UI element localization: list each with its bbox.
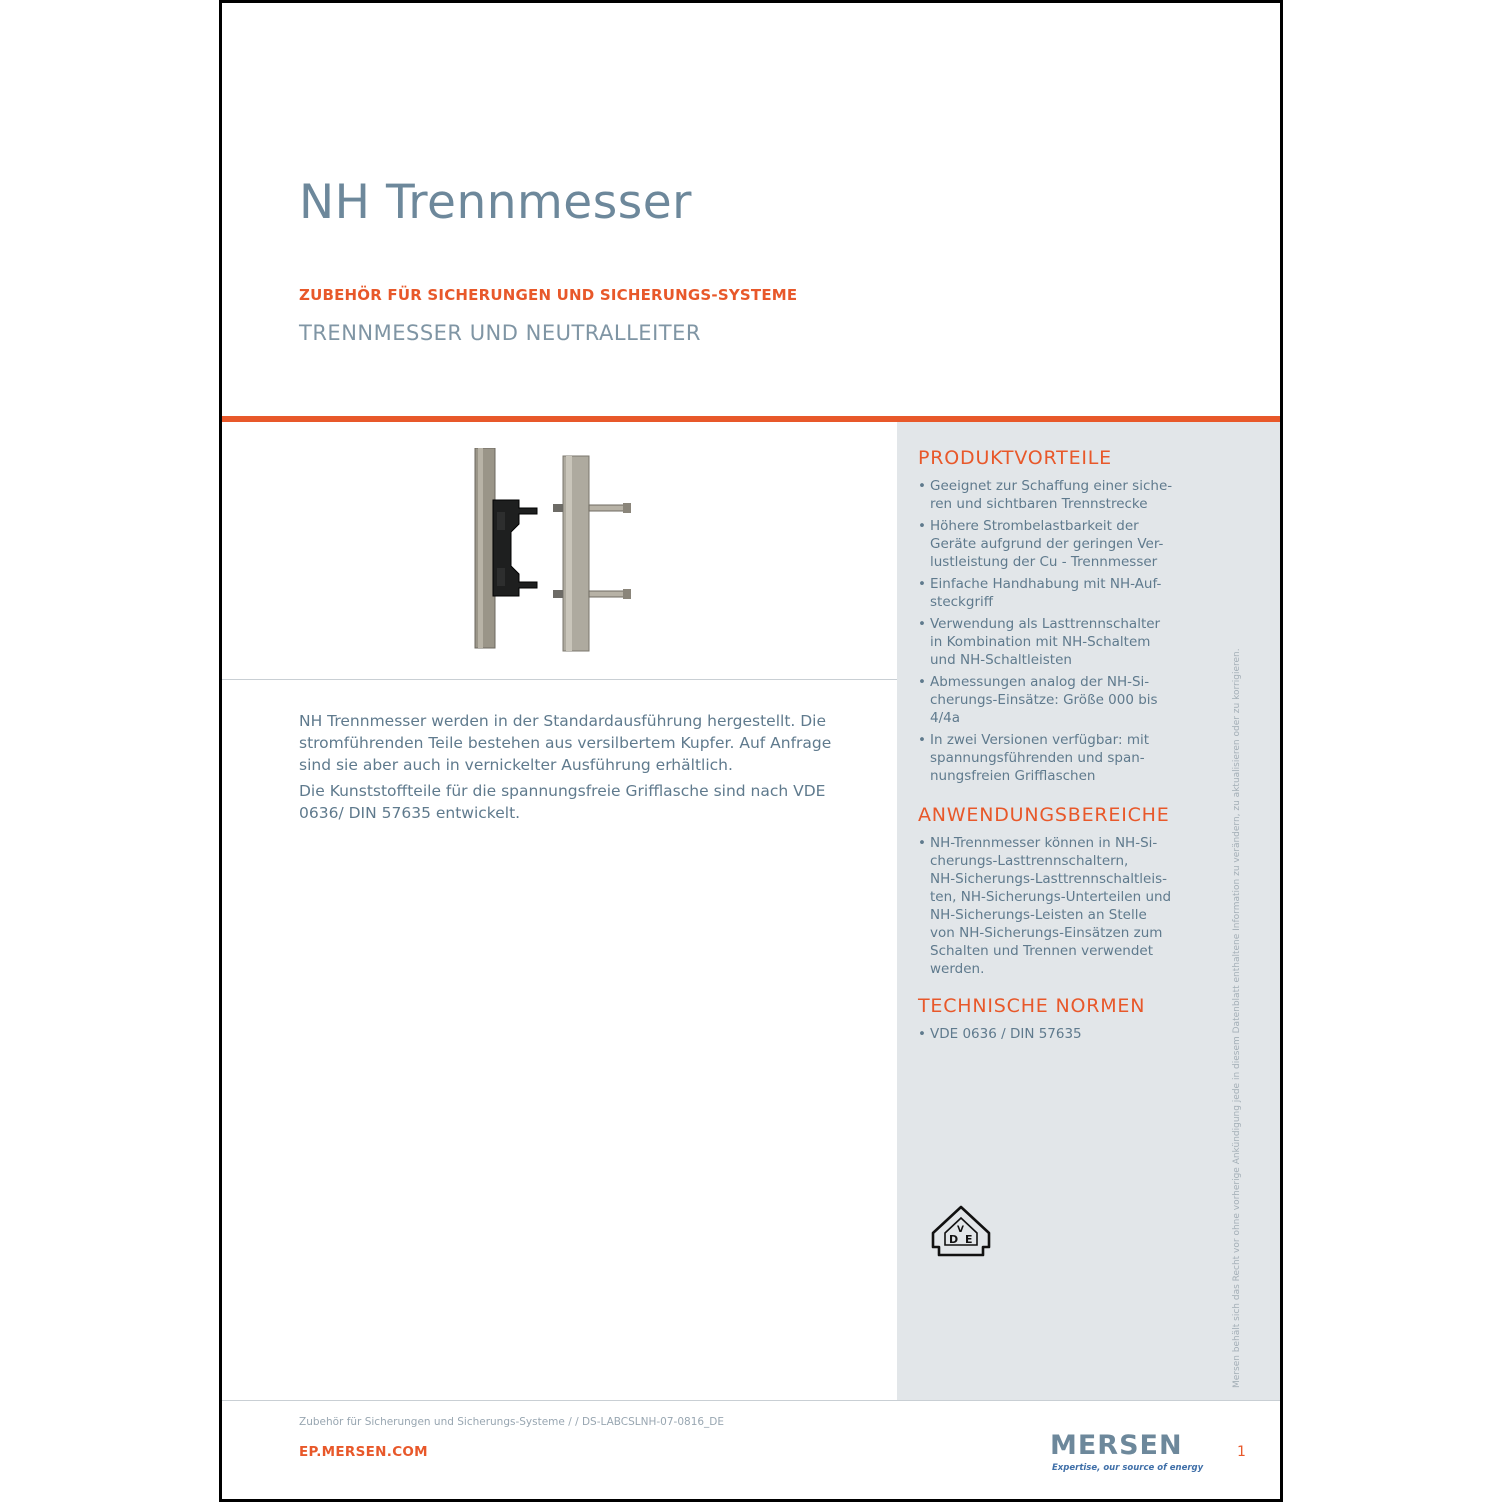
intro-paragraph: NH Trennmesser werden in der Standardausführung hergestellt. Die stromführenden Teile bestehen aus versilbertem Kupfer. Auf Anfrage sind sie aber auch in vernickelter Ausführung erhältlich. (299, 712, 832, 774)
technische-normen-heading: TECHNISCHE NORMEN (918, 995, 1146, 1017)
svg-text:D: D (949, 1233, 959, 1246)
produktvorteile-section (918, 447, 1198, 789)
list-item: • Höhere Strombelastbarkeit der Geräte aufgrund der geringen Ver- lustleistung der Cu - Trennmesser (918, 517, 1198, 571)
datasheet-page (219, 0, 1283, 1502)
category-heading: ZUBEHÖR FÜR SICHERUNGEN UND SICHERUNGS-SYSTEME (299, 286, 798, 304)
technische-normen-section (918, 995, 1198, 1047)
svg-text:E: E (965, 1233, 973, 1246)
anwendungsbereiche-list (918, 834, 1198, 978)
list-item: • Einfache Handhabung mit NH-Auf- steckgriff (918, 575, 1198, 611)
brand-wordmark: MERSEN (1050, 1430, 1183, 1461)
brand-tagline: Expertise, our source of energy (1052, 1463, 1204, 1473)
technische-normen-list (918, 1025, 1198, 1043)
svg-text:V: V (957, 1225, 964, 1235)
footer-reference: Zubehör für Sicherungen und Sicherungs-Systeme / / DS-LABCSLNH-07-0816_DE (299, 1416, 725, 1428)
website-link[interactable]: EP.MERSEN.COM (299, 1444, 428, 1460)
anwendungsbereiche-section (918, 804, 1198, 982)
image-divider (222, 679, 897, 680)
vde-certification-icon (927, 1203, 995, 1259)
list-item: • Verwendung als Lasttrennschalter in Kombination mit NH-Schaltem und NH-Schaltleisten (918, 615, 1198, 669)
footer-divider (222, 1400, 1280, 1401)
product-photo (467, 448, 637, 653)
list-item: • VDE 0636 / DIN 57635 (918, 1025, 1198, 1043)
list-item: • NH-Trennmesser können in NH-Si- cherungs-Lasttrennschaltern, NH-Sicherungs-Lasttrennschaltleis- ten, NH-Sicherungs-Unterteilen und NH-Sicherungs-Leisten an Stelle von NH-Sicherungs-Einsätzen zum Schalten und Trennen verwendet werden. (918, 834, 1198, 978)
anwendungsbereiche-heading: ANWENDUNGSBEREICHE (918, 804, 1170, 826)
list-item: • Abmessungen analog der NH-Si- cherungs-Einsätze: Größe 000 bis 4/4a (918, 673, 1198, 727)
produktvorteile-heading: PRODUKTVORTEILE (918, 447, 1112, 469)
intro-paragraph: Die Kunststoffteile für die spannungsfreie Grifflasche sind nach VDE 0636/ DIN 57635 entwickelt. (299, 782, 826, 822)
mersen-logo (1050, 1430, 1210, 1476)
subcategory-heading: TRENNMESSER UND NEUTRALLEITER (299, 321, 701, 345)
list-item: • In zwei Versionen verfügbar: mit spannungsführenden und span- nungsfreien Grifflaschen (918, 731, 1198, 785)
sidebar-disclaimer: Mersen behält sich das Recht vor ohne vorherige Ankündigung jede in diesem Datenblatt enthaltene Information zu verändern, zu aktualisieren oder zu korrigieren. (1232, 648, 1242, 1388)
intro-text (299, 710, 859, 828)
list-item: • Geeignet zur Schaffung einer siche- ren und sichtbaren Trennstrecke (918, 477, 1198, 513)
page-title: NH Trennmesser (299, 175, 692, 230)
produktvorteile-list (918, 477, 1198, 785)
page-number: 1 (1237, 1444, 1246, 1460)
